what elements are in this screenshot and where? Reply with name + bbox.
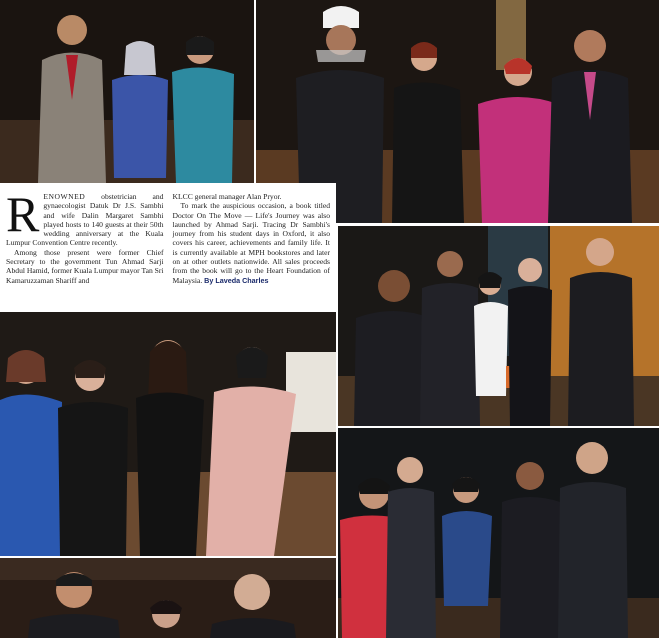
article-column-right: [173, 192, 331, 310]
photo-guests-bottom-left: [0, 558, 336, 638]
article-text: [0, 183, 336, 310]
photo-six-guests-bottom-right: [338, 428, 659, 638]
photo-five-guests-middle-right: [338, 226, 659, 426]
drop-cap: R: [6, 186, 40, 242]
byline: By Laveda Charles: [204, 275, 269, 285]
lead-caps: ENOWNED: [43, 192, 86, 201]
article-paragraph-4: [173, 201, 331, 285]
article-paragraph-2: Among those present were former Chief Secretary to the government Tun Ahmad Sarji Abdul Hamid, former Kuala Lumpur mayor Tan Sri Kamaruzzaman Shariff and: [6, 247, 164, 285]
photo-four-women-middle-left: [0, 312, 336, 556]
paragraph-4-text: To mark the auspicious occasion, a book titled Doctor On The Move — Life's Journey was also launched by Ahmad Sarji. Tracing Dr Sambhi's journey from his student days in Oxford, it also covers his career, achievements and family life. It is currently available at MPH bookstores and later on at other outlets nationwide. All sales proceeds from the book will go to the Heart Foundation of Malaysia.: [172, 201, 330, 285]
article-column-left: [6, 186, 164, 310]
paragraph-1-text: obstetrician and gynaecologist Datuk Dr J.S. Sambhi and wife Dalin Margaret Sambhi played hosts to 140 guests at their 50th wedding anniversary at the Kuala Lumpur Convention Centre recently.: [6, 192, 164, 248]
article-paragraph-3: KLCC general manager Alan Pryor.: [172, 192, 282, 201]
photo-three-guests-top-left: [0, 0, 254, 183]
